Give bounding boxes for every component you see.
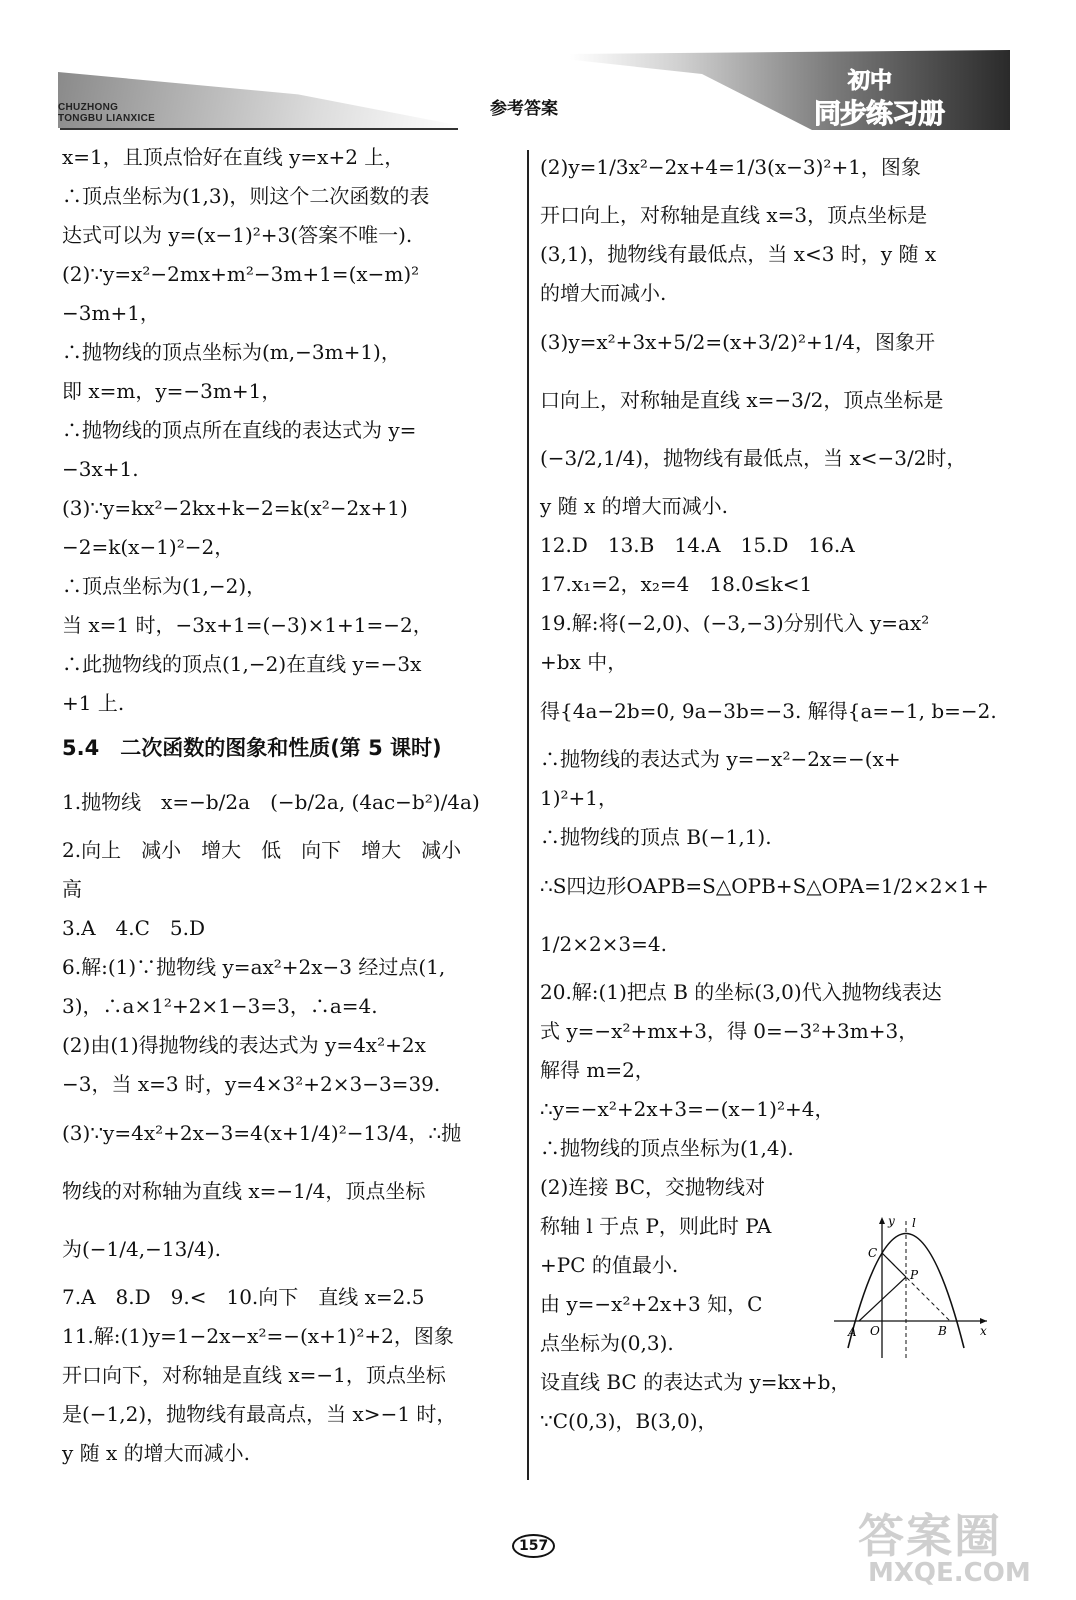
parabola-figure [832,1213,992,1363]
segment-cp [882,1253,906,1277]
label-o: O [870,1324,880,1338]
page-number [512,1534,555,1558]
text-line: (3)y=x²+3x+5/2=(x+3/2)²+1/4，图象开 [540,330,935,354]
text-line: 开口向上，对称轴是直线 x=3，顶点坐标是 [540,203,928,227]
text-line: ∴y=−x²+2x+3=−(x−1)²+4， [540,1097,835,1121]
text-line: 1.抛物线 x=−b/2a (−b/2a, (4ac−b²)/4a) [62,790,480,814]
text-line: −2=k(x−1)²−2， [62,535,235,559]
header-left-banner [58,72,458,130]
watermark [848,1500,1068,1590]
section-heading: 5.4 二次函数的图象和性质(第 5 课时) [62,736,442,760]
text-line: 高 [62,877,82,901]
label-a: A [848,1325,857,1339]
brand-line2: 同步练习册 [814,99,944,130]
text-line: y 随 x 的增大而减小. [62,1441,251,1465]
header-pinyin-line2: TONGBU LIANXICE [58,113,156,124]
text-line: ∴S四边形OAPB=S△OPB+S△OPA=1/2×2×1+ [540,874,989,898]
text-line: (3)∵y=4x²+2x−3=4(x+1/4)²−13/4，∴抛 [62,1121,462,1145]
text-line: 19.解:将(−2,0)、(−3,−3)分别代入 y=ax² [540,611,930,635]
text-line: 达式可以为 y=(x−1)²+3(答案不唯一). [62,223,413,247]
text-line: +PC 的值最小. [540,1253,679,1277]
text-line: ∴抛物线的表达式为 y=−x²−2x=−(x+ [540,747,901,771]
label-c: C [868,1246,878,1260]
text-line: (2)∵y=x²−2mx+m²−3m+1=(x−m)² [62,262,420,286]
header-pinyin-line1: CHUZHONG [58,102,119,113]
text-line: ∴抛物线的顶点所在直线的表达式为 y= [62,418,417,442]
text-line: ∴抛物线的顶点坐标为(m,−3m+1)， [62,340,401,364]
text-line: 当 x=1 时，−3x+1=(−3)×1+1=−2， [62,613,433,637]
text-line: +1 上. [62,691,125,715]
text-line: 点坐标为(0,3). [540,1331,674,1355]
watermark-logo-text: 答案圈 [858,1509,1002,1563]
header-right-banner [570,50,1010,132]
text-line: 为(−1/4,−13/4). [62,1237,221,1261]
label-l: l [912,1216,916,1230]
text-line: 得{4a−2b=0, 9a−3b=−3. 解得{a=−1, b=−2. [540,699,997,723]
column-divider [527,150,529,1480]
label-b: B [938,1324,947,1338]
text-line: 即 x=m，y=−3m+1， [62,379,282,403]
text-line: −3x+1. [62,457,139,481]
watermark-url: MXQE.COM [868,1558,1031,1588]
brand-line1: 初中 [848,69,893,94]
text-line: (2)由(1)得抛物线的表达式为 y=4x²+2x [62,1033,426,1057]
text-line: (2)y=1/3x²−2x+4=1/3(x−3)²+1，图象 [540,155,921,179]
text-line: −3m+1， [62,301,160,325]
label-p: P [910,1268,919,1282]
y-axis-arrow [879,1217,885,1224]
text-line: 设直线 BC 的表达式为 y=kx+b， [540,1370,851,1394]
text-line: 口向上，对称轴是直线 x=−3/2，顶点坐标是 [540,388,944,412]
text-line: 式 y=−x²+mx+3，得 0=−3²+3m+3， [540,1019,919,1043]
text-line: ∴顶点坐标为(1,−2)， [62,574,267,598]
text-line: 物线的对称轴为直线 x=−1/4，顶点坐标 [62,1179,426,1203]
text-line: −3，当 x=3 时，y=4×3²+2×3−3=39. [62,1072,441,1096]
text-line: (3)∵y=kx²−2kx+k−2=k(x²−2x+1) [62,496,408,520]
header-right-band [570,50,1010,130]
text-line: 由 y=−x²+2x+3 知，C [540,1292,763,1316]
text-line: 7.A 8.D 9.< 10.向下 直线 x=2.5 [62,1285,425,1309]
text-line: 的增大而减小. [540,281,667,305]
text-line: 3)，∴a×1²+2×1−3=3，∴a=4. [62,994,378,1018]
text-line: 11.解:(1)y=1−2x−x²=−(x+1)²+2，图象 [62,1324,454,1348]
text-line: 20.解:(1)把点 B 的坐标(3,0)代入抛物线表达 [540,980,942,1004]
text-line: 2.向上 减小 增大 低 向下 增大 减小 [62,838,462,862]
text-line: ∴抛物线的顶点坐标为(1,4). [540,1136,794,1160]
text-line: 1/2×2×3=4. [540,932,667,956]
header-rule [60,128,458,130]
text-line: 1)²+1， [540,786,619,810]
text-line: 开口向下，对称轴是直线 x=−1，顶点坐标 [62,1363,446,1387]
text-line: 12.D 13.B 14.A 15.D 16.A [540,533,855,557]
text-line: ∵C(0,3)，B(3,0)， [540,1409,718,1433]
text-line: x=1，且顶点恰好在直线 y=x+2 上， [62,145,405,169]
label-x: x [980,1324,987,1338]
text-line: 6.解:(1)∵抛物线 y=ax²+2x−3 经过点(1, [62,955,446,979]
label-y: y [888,1214,895,1228]
text-line: ∴抛物线的顶点 B(−1,1). [540,825,772,849]
text-line: (2)连接 BC，交抛物线对 [540,1175,766,1199]
text-line: 是(−1,2)，抛物线有最高点，当 x>−1 时， [62,1402,457,1426]
text-line: 17.x₁=2，x₂=4 18.0≤k<1 [540,572,813,596]
text-line: (3,1)，抛物线有最低点，当 x<3 时，y 随 x [540,242,937,266]
text-line: +bx 中， [540,650,628,674]
text-line: y 随 x 的增大而减小. [540,494,729,518]
text-line: ∴顶点坐标为(1,3)，则这个二次函数的表 [62,184,430,208]
text-line: 解得 m=2， [540,1058,655,1082]
text-line: 称轴 l 于点 P，则此时 PA [540,1214,772,1238]
text-line: ∴此抛物线的顶点(1,−2)在直线 y=−3x [62,652,422,676]
page-title: 参考答案 [490,99,558,119]
text-line: (−3/2,1/4)，抛物线有最低点，当 x<−3/2时， [540,446,967,470]
header-pinyin [58,102,155,124]
left-column [62,138,524,1473]
page-number-badge: 157 [512,1534,555,1558]
text-line: 3.A 4.C 5.D [62,916,206,940]
